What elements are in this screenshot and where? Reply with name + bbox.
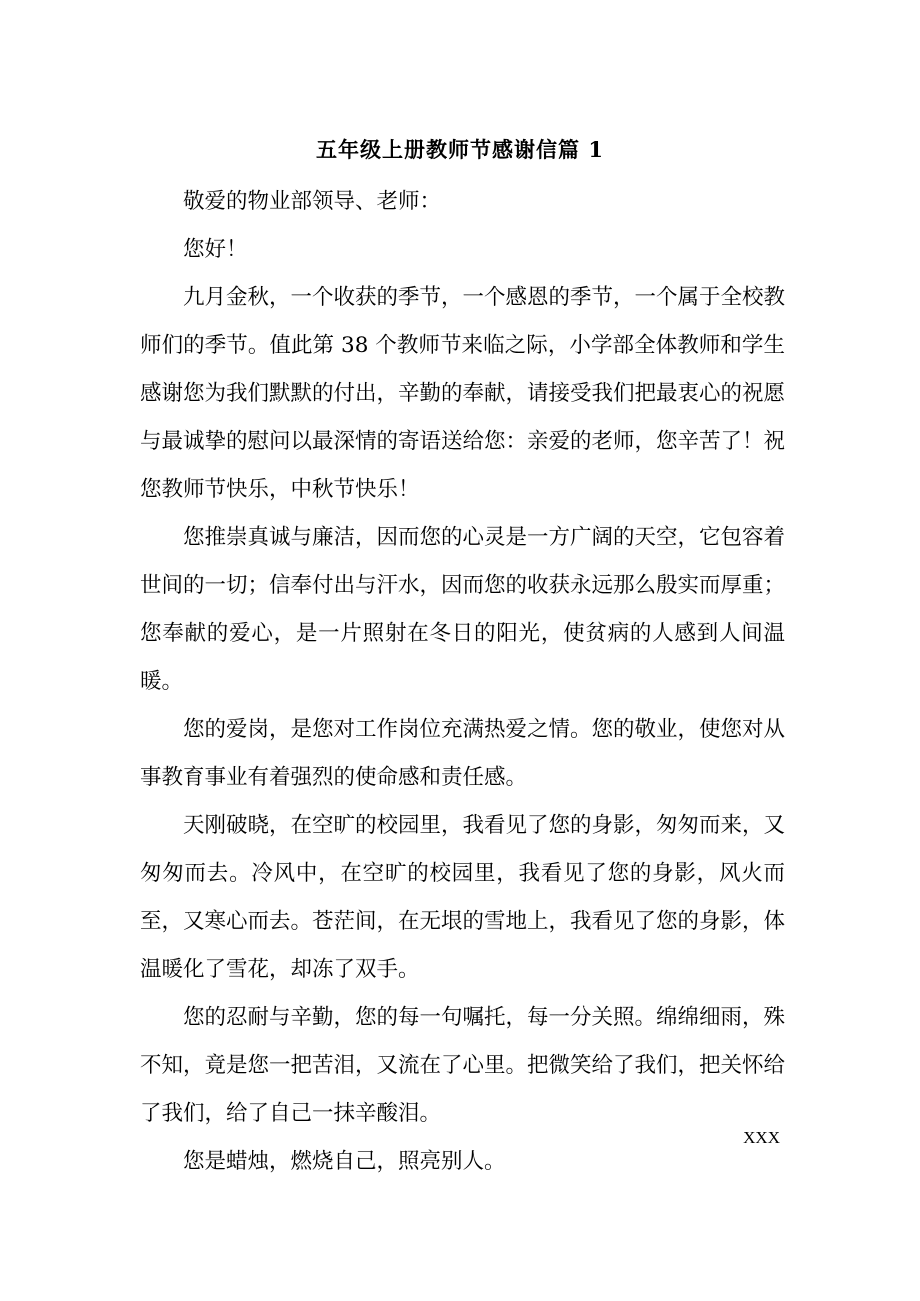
salutation: 敬爱的物业部领导、老师：	[183, 189, 442, 214]
greeting: 您好！	[183, 237, 248, 262]
signature: XXX	[743, 1128, 780, 1147]
paragraph: 天刚破晓，在空旷的校园里，我看见了您的身影，匆匆而来，又匆匆而去。冷风中，在空旷的校园里，我看见了您的身影，风火而至，又寒心而去。苍茫间，在无垠的雪地上，我看见了您的身影，体温暖化了雪花，却冻了双手。	[140, 813, 786, 982]
paragraph: 您的爱岗，是您对工作岗位充满热爱之情。您的敬业，使您对从事教育事业有着强烈的使命感和责任感。	[140, 717, 786, 790]
paragraph: 九月金秋，一个收获的季节，一个感恩的季节，一个属于全校教师们的季节。值此第 38 个教师节来临之际，小学部全体教师和学生感谢您为我们默默的付出，辛勤的奉献，请接受我们把最衷心的祝愿与最诚挚的慰问以最深情的寄语送给您：亲爱的老师，您辛苦了！祝您教师节快乐，中秋节快乐！	[140, 285, 786, 502]
paragraph: 您是蜡烛，燃烧自己，照亮别人。	[183, 1149, 506, 1174]
document-body	[140, 178, 785, 1186]
document-title: 五年级上册教师节感谢信篇 1	[316, 137, 604, 162]
paragraph: 您的忍耐与辛勤，您的每一句嘱托，每一分关照。绵绵细雨，殊不知，竟是您一把苦泪，又流在了心里。把微笑给了我们，把关怀给了我们，给了自己一抹辛酸泪。	[140, 1005, 786, 1126]
paragraph: 您推崇真诚与廉洁，因而您的心灵是一方广阔的天空，它包容着世间的一切；信奉付出与汗水，因而您的收获永远那么殷实而厚重；您奉献的爱心，是一片照射在冬日的阳光，使贫病的人感到人间温暖。	[140, 525, 786, 694]
